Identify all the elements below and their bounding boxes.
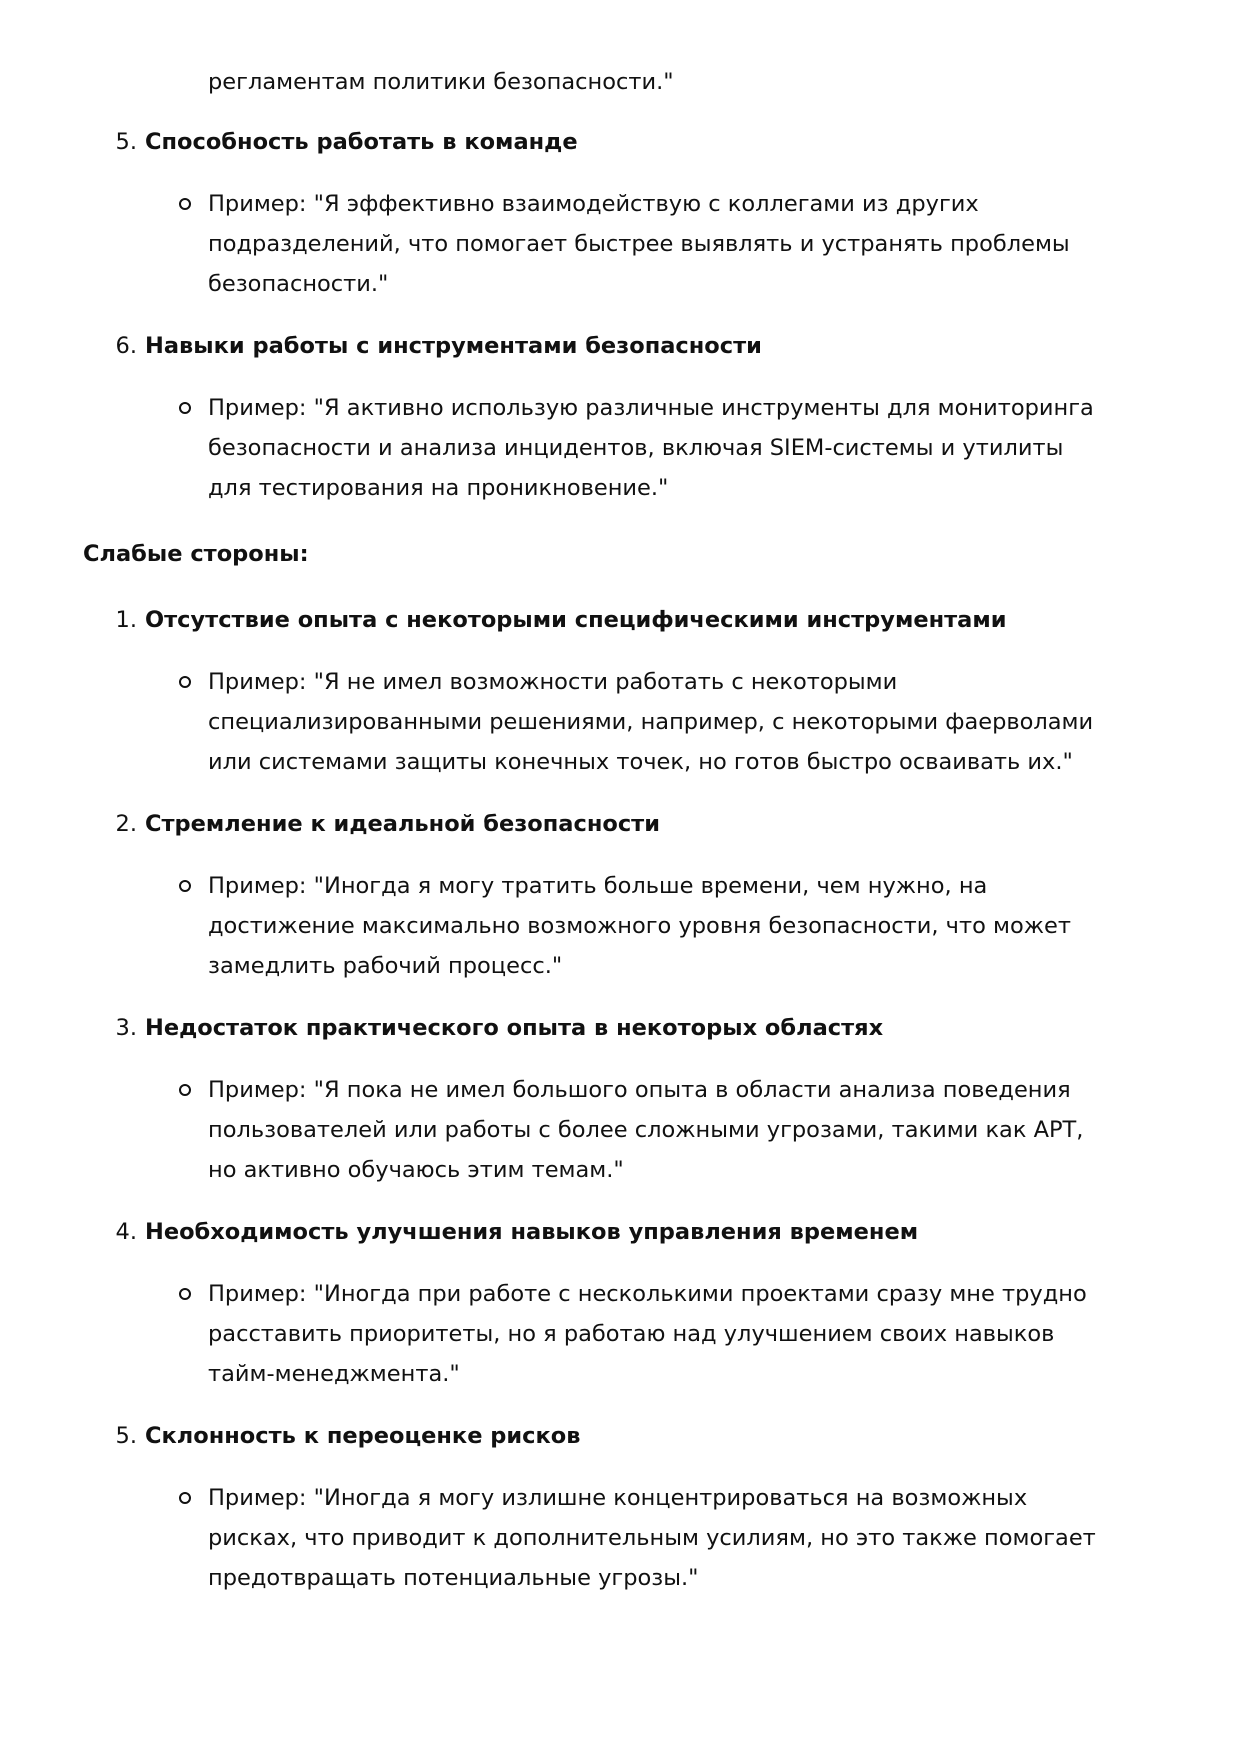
list-item-head xyxy=(83,1212,1129,1252)
circle-bullet-icon xyxy=(179,1084,191,1096)
strengths-list-tail xyxy=(83,122,1129,508)
list-item-head xyxy=(83,122,1129,162)
circle-bullet-icon xyxy=(179,198,191,210)
list-item xyxy=(83,804,1129,986)
list-item-number: 6. xyxy=(115,333,137,359)
example-text: Пример: "Я эффективно взаимодействую с коллегами из других подразделений, что помогает быстрее выявлять и устранять проблемы безопасности." xyxy=(208,191,1070,297)
example-bullet xyxy=(83,866,1108,986)
list-item xyxy=(83,600,1129,782)
list-item-title: Склонность к переоценке рисков xyxy=(145,1423,581,1449)
list-item xyxy=(83,1212,1129,1394)
example-bullet xyxy=(83,1478,1108,1598)
list-item-title: Недостаток практического опыта в некоторых областях xyxy=(145,1015,884,1041)
list-item-head xyxy=(83,804,1129,844)
list-item-number: 5. xyxy=(115,1423,137,1449)
list-item-head xyxy=(83,1008,1129,1048)
list-item-title: Отсутствие опыта с некоторыми специфическими инструментами xyxy=(145,607,1007,633)
example-bullet xyxy=(83,1274,1108,1394)
example-bullet xyxy=(83,1070,1108,1190)
continuation-text: регламентам политики безопасности." xyxy=(208,69,674,95)
circle-bullet-icon xyxy=(179,1288,191,1300)
example-text: Пример: "Иногда я могу тратить больше времени, чем нужно, на достижение максимально возможного уровня безопасности, что может замедлить рабочий процесс." xyxy=(208,873,1071,979)
example-text: Пример: "Я не имел возможности работать с некоторыми специализированными решениями, например, с некоторыми фаерволами или системами защиты конечных точек, но готов быстро осваивать их." xyxy=(208,669,1094,775)
weaknesses-heading: Слабые стороны: xyxy=(83,541,309,567)
weaknesses-list xyxy=(83,600,1129,1598)
example-text: Пример: "Иногда при работе с несколькими проектами сразу мне трудно расставить приоритеты, но я работаю над улучшением своих навыков тайм-менеджмента." xyxy=(208,1281,1087,1387)
list-item-head xyxy=(83,326,1129,366)
list-item-number: 1. xyxy=(115,607,137,633)
example-bullet xyxy=(83,388,1108,508)
circle-bullet-icon xyxy=(179,1492,191,1504)
list-item-number: 4. xyxy=(115,1219,137,1245)
list-item-title: Навыки работы с инструментами безопасности xyxy=(145,333,762,359)
list-item xyxy=(83,326,1129,508)
list-item-title: Необходимость улучшения навыков управления временем xyxy=(145,1219,919,1245)
list-item-title: Стремление к идеальной безопасности xyxy=(145,811,660,837)
list-item-number: 2. xyxy=(115,811,137,837)
example-bullet xyxy=(83,662,1108,782)
circle-bullet-icon xyxy=(179,402,191,414)
list-item-head xyxy=(83,600,1129,640)
example-bullet xyxy=(83,184,1108,304)
list-item xyxy=(83,1416,1129,1598)
list-item-number: 5. xyxy=(115,129,137,155)
circle-bullet-icon xyxy=(179,676,191,688)
list-item-head xyxy=(83,1416,1129,1456)
list-item xyxy=(83,1008,1129,1190)
example-text: Пример: "Я пока не имел большого опыта в области анализа поведения пользователей или работы с более сложными угрозами, такими как APT, но активно обучаюсь этим темам." xyxy=(208,1077,1084,1183)
example-text: Пример: "Я активно использую различные инструменты для мониторинга безопасности и анализа инцидентов, включая SIEM-системы и утилиты для тестирования на проникновение." xyxy=(208,395,1094,501)
list-item-title: Способность работать в команде xyxy=(145,129,578,155)
list-item-number: 3. xyxy=(115,1015,137,1041)
circle-bullet-icon xyxy=(179,880,191,892)
list-item xyxy=(83,122,1129,304)
example-text: Пример: "Иногда я могу излишне концентрироваться на возможных рисках, что приводит к дополнительным усилиям, но это также помогает предотвращать потенциальные угрозы." xyxy=(208,1485,1096,1591)
